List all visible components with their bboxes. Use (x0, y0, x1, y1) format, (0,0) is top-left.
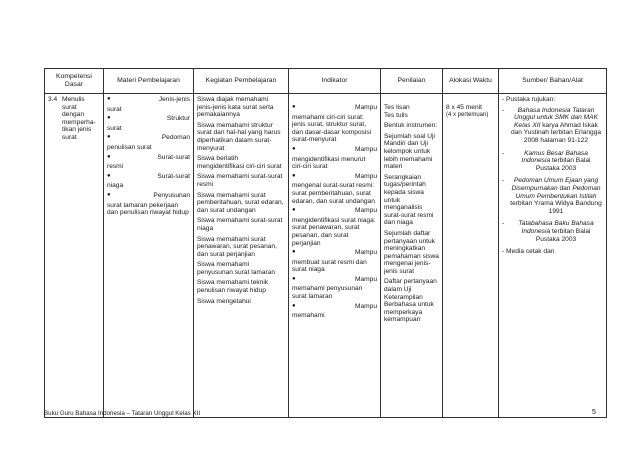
bullet-icon: ● (292, 145, 296, 152)
materi-cont: surat lamaran pekerjaan dan penulisan riwayat hidup (107, 201, 189, 217)
bullet-icon: ● (107, 172, 111, 179)
materi-cont: penulisan surat (107, 143, 152, 151)
reference-dash: - (502, 220, 505, 228)
reference-publisher: terbitan Balai Pustaka 2003 (535, 157, 591, 172)
indikator-lead: Mampu (355, 145, 377, 153)
indikator-cont: memahami penyusunan surat lamaran (292, 285, 363, 301)
materi-item (107, 134, 190, 151)
header-kompetensi: Kompetensi Dasar (45, 69, 104, 94)
indikator-cont: mengidentifikasi surat niaga: surat penawaran, surat pesanan, dan surat perjanjian (292, 216, 376, 247)
header-materi: Materi Pembelajaran (104, 69, 194, 94)
penilaian-item: Tes lisan (384, 104, 410, 111)
materi-lead: Penyusunan (153, 191, 190, 199)
reference-title: Pedoman Umum Ejaan yang Disempurnakan (511, 177, 599, 192)
indikator-bullet-row (292, 249, 377, 257)
materi-lead: Surat-surat (157, 153, 190, 161)
indikator-lead: Mampu (355, 172, 377, 180)
indikator-lead: Mampu (355, 207, 377, 215)
materi-bullet-row (107, 192, 190, 200)
bullet-icon: ● (107, 115, 111, 122)
indikator-cont: membuat surat resmi dan surat niaga (292, 258, 367, 274)
syllabus-table (44, 68, 607, 418)
kegiatan-item: Siswa memahami surat penawaran, surat pesanan, dan surat perjanjian (197, 235, 277, 258)
materi-bullet-row (107, 173, 190, 181)
bullet-icon: ● (292, 207, 296, 214)
indikator-lead: Mampu (355, 104, 377, 111)
penilaian-cell (381, 94, 443, 418)
kegiatan-cell (194, 94, 289, 418)
reference-body (509, 220, 603, 243)
indikator-bullet-row (292, 207, 377, 215)
materi-lead: Jenis-jenis (158, 96, 190, 103)
footer-book-title: Buku Guru Bahasa Indonesia – Tataran Unggul Kelas XII (44, 410, 201, 417)
indikator-lead: Mampu (355, 249, 377, 257)
reference-publisher: terbitan Yrama Widya Bandung 1991 (510, 200, 602, 215)
table-row (45, 94, 607, 418)
kegiatan-item: Siswa memahami struktur surat dan hal-hal yang harus diperhatikan dalam surat-menyurat (197, 121, 281, 152)
materi-item (107, 96, 190, 113)
indikator-cont: mengenal surat-surat resmi: surat pemberitahuan, surat edaran, dan surat undangan (292, 182, 375, 205)
kegiatan-item: Siswa mengetahui (197, 297, 251, 305)
indikator-bullet-row (292, 303, 377, 311)
reference-body (509, 177, 603, 215)
indikator-item (292, 249, 377, 274)
footer-page-number: 5 (592, 409, 596, 416)
materi-bullet-row (107, 96, 190, 104)
reference-title: Kamus Besar Bahasa Indonesia (521, 149, 588, 165)
bullet-icon: ● (292, 275, 296, 282)
materi-item (107, 173, 190, 190)
bullet-icon: ● (107, 191, 111, 198)
materi-lead: Surat-surat (157, 172, 190, 180)
table-header-row (45, 69, 607, 94)
materi-item (107, 154, 190, 171)
indikator-item (292, 303, 377, 320)
kompetensi-number: 3.4 (48, 96, 58, 103)
materi-cont: surat (107, 105, 122, 113)
indikator-lead: Mampu (355, 302, 377, 310)
indikator-cont: mengidentifikasi menurut ciri-ciri surat (292, 155, 366, 171)
reference-title: Tatabahasa Baku Bahasa Indonesia (518, 220, 594, 235)
kegiatan-item: Siswa memahami surat-surat resmi (197, 173, 283, 188)
materi-lead: Struktur (166, 115, 190, 123)
penilaian-item: Serangkaian tugas/perintah kepada siswa untuk menganalisis surat-surat resmi dan niaga (384, 173, 434, 227)
indikator-bullet-row (292, 146, 377, 154)
header-indikator: Indikator (289, 69, 381, 94)
materi-cont: resmi (107, 163, 124, 171)
reference-dash: - (502, 177, 505, 185)
reference-dash: - (502, 106, 505, 114)
bullet-icon: ● (292, 104, 296, 110)
penilaian-item: Daftar pertanyaan dalam Uji Keterampilan Berbahasa untuk memperkaya kemampuan (384, 278, 437, 324)
materi-cont: surat (107, 124, 122, 132)
bullet-icon: ● (292, 172, 296, 179)
reference-title: Bahasa Indonesia Tataran Unggul untuk SMK dan MAK Kelas XII (514, 106, 598, 129)
reference-body (509, 107, 603, 145)
sumber-cell (499, 94, 607, 418)
penilaian-item: Tes tulis (384, 111, 408, 119)
kegiatan-item: Siswa diajak memahami jenis-jenis kata surat serta pemakaiannya (197, 96, 274, 119)
bullet-icon: ● (107, 96, 111, 102)
reference-publisher: terbitan Balai Pustaka 2003 (535, 227, 591, 243)
kompetensi-cell (45, 94, 104, 418)
indikator-cell (289, 94, 381, 418)
indikator-item (292, 146, 377, 171)
bullet-icon: ● (292, 302, 296, 309)
materi-bullet-row (107, 154, 190, 162)
kegiatan-item: Siswa memahami surat-surat niaga (197, 217, 283, 232)
kegiatan-item: Siswa memahami penyusunan surat lamaran (197, 261, 276, 276)
header-penilaian: Penilaian (381, 69, 443, 94)
reference-publisher: karya Ahmad Iskak dan Yustinah terbitan Erlangga 2008 halaman 91-122 (510, 121, 602, 144)
kegiatan-item: Siswa memahami teknik penulisan riwayat hidup (197, 279, 269, 295)
header-alokasi: Alokasi Waktu (443, 69, 499, 94)
sumber-intro: - Pustaka rujukan: (502, 96, 556, 103)
reference-item (502, 107, 603, 145)
indikator-item (292, 276, 377, 301)
alokasi-main: 8 x 45 menit (446, 104, 482, 111)
materi-bullet-row (107, 115, 190, 123)
materi-lead: Pedoman (161, 134, 190, 142)
indikator-bullet-row (292, 104, 377, 112)
kegiatan-item: Siswa memahami surat pemberitahuan, surat edaran, dan surat undangan (197, 191, 284, 214)
penilaian-item: Sejumlah soal Uji Mandiri dan Uji kelompok untuk lebih memahami materi (384, 132, 435, 171)
reference-dash: - (502, 149, 505, 157)
materi-item (107, 115, 190, 132)
indikator-item (292, 207, 377, 247)
bullet-icon: ● (292, 249, 296, 256)
indikator-cont: memahami (292, 312, 325, 320)
sumber-outro: - Media cetak dan (502, 248, 555, 256)
header-kegiatan: Kegiatan Pembelajaran (194, 69, 289, 94)
indikator-item (292, 104, 377, 144)
penilaian-item: Bentuk instrumen: (384, 122, 438, 130)
materi-bullet-row (107, 134, 190, 142)
reference-conj: dan (559, 184, 571, 192)
bullet-icon: ● (107, 153, 111, 160)
indikator-item (292, 173, 377, 205)
materi-cont: niaga (107, 182, 124, 190)
reference-title-2: Pedoman Umum Pembentukan Istilah (515, 184, 601, 200)
header-sumber: Sumber/ Bahan/Alat (499, 69, 607, 94)
indikator-lead: Mampu (355, 275, 377, 283)
kompetensi-text: Menulis surat dengan memperha-tikan jenis surat (62, 96, 96, 141)
penilaian-item: Sejumlah daftar pertanyaan untuk meningkatkan pemahaman siswa mengenai jenis-jenis surat (384, 229, 439, 275)
indikator-cont: memahami ciri-ciri surat: jenis surat, struktur surat, dan dasar-dasar komposisi surat-menyurat (292, 113, 372, 144)
kegiatan-item: Siswa berlatih mengidentifikasi ciri-ciri surat (197, 155, 282, 170)
reference-body (509, 150, 603, 173)
indikator-bullet-row (292, 276, 377, 284)
reference-item (502, 220, 603, 243)
indikator-bullet-row (292, 173, 377, 181)
alokasi-sub: (4 x pertemuan) (446, 111, 489, 118)
bullet-icon: ● (107, 134, 111, 141)
reference-item (502, 150, 603, 173)
materi-cell (104, 94, 194, 418)
alokasi-cell (443, 94, 499, 418)
materi-item (107, 192, 190, 217)
reference-item (502, 177, 603, 215)
